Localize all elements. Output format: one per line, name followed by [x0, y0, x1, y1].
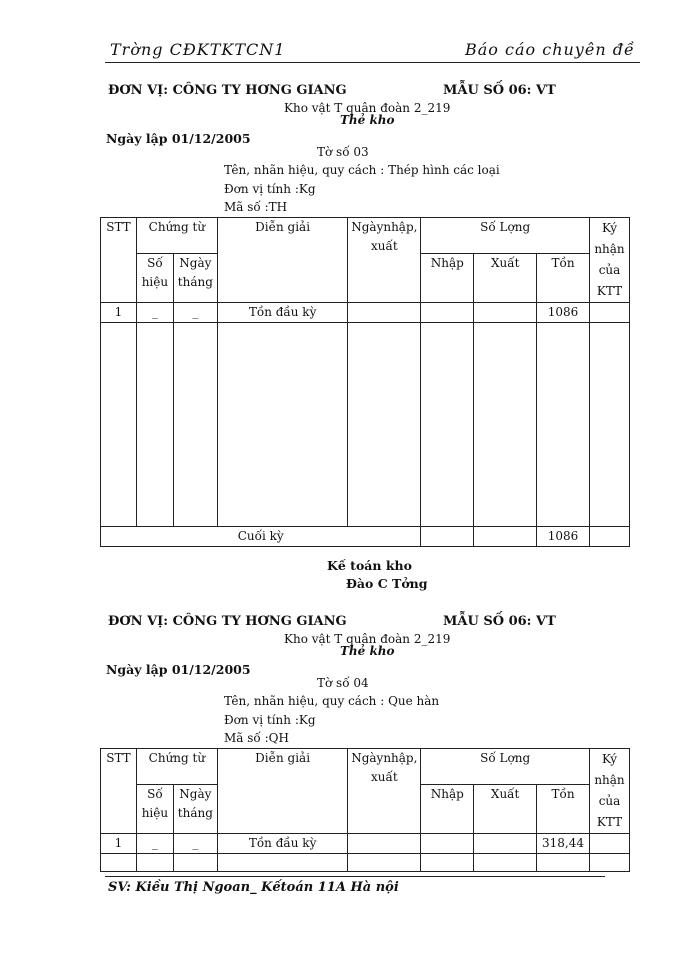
item-name: Tên, nhãn hiệu, quy cách : Que hàn: [224, 694, 440, 708]
stock-card-table: [100, 748, 630, 872]
row-voucher-date: _: [173, 834, 217, 854]
col-voucher-date-line1: Ngày: [179, 786, 212, 801]
col-signature: [589, 749, 629, 834]
col-voucher-date-line2: tháng: [177, 274, 213, 289]
row-voucher-date: _: [173, 303, 217, 323]
signature-role: Kế toán kho: [327, 558, 412, 573]
header-rule: [105, 62, 640, 63]
col-date-io-line1: Ngàynhập,: [351, 751, 418, 765]
col-signature-line3: của: [598, 794, 621, 808]
item-code: Mã số :TH: [224, 200, 288, 214]
card-title: Thẻ kho: [340, 644, 395, 658]
col-voucher-number: [136, 784, 173, 833]
col-signature-line3: của: [598, 263, 621, 277]
empty-row: [101, 854, 630, 872]
col-date-io-line2: xuất: [371, 239, 398, 253]
form-number: MẪU SỐ 06: VT: [443, 614, 556, 629]
col-signature-line2: nhận: [594, 773, 625, 787]
creation-date: Ngày lập 01/12/2005: [106, 131, 251, 146]
col-voucher: Chứng từ: [136, 749, 217, 785]
col-voucher-number: [136, 253, 173, 302]
col-stock: Tồn: [537, 784, 590, 833]
row-stt: 1: [101, 834, 137, 854]
item-name: Tên, nhãn hiệu, quy cách : Thép hình các loại: [224, 163, 500, 177]
col-signature-line4: KTT: [596, 815, 623, 829]
col-description: Diễn giải: [217, 218, 348, 303]
col-voucher: Chứng từ: [136, 218, 217, 254]
form-number: MẪU SỐ 06: VT: [443, 83, 556, 98]
row-voucher-number: _: [136, 303, 173, 323]
col-out: Xuất: [474, 784, 537, 833]
table-row: [101, 303, 630, 323]
table-row: [101, 834, 630, 854]
page-footer: SV: Kiều Thị Ngoan_ Kếtoán 11A Hà nội: [108, 880, 399, 895]
col-description: Diễn giải: [217, 749, 348, 834]
end-label: Cuối kỳ: [101, 527, 421, 547]
unit-name: ĐƠN VỊ: CÔNG TY HƠNG GIANG: [108, 614, 347, 629]
creation-date: Ngày lập 01/12/2005: [106, 662, 251, 677]
row-description: Tồn đầu kỳ: [217, 834, 348, 854]
col-signature-line2: nhận: [594, 242, 625, 256]
col-voucher-date: [173, 253, 217, 302]
footer-rule: [105, 876, 605, 877]
row-stt: 1: [101, 303, 137, 323]
col-signature-line4: KTT: [596, 284, 623, 298]
stock-card-table: [100, 217, 630, 547]
col-voucher-date-line2: tháng: [177, 805, 213, 820]
unit-of-measure: Đơn vị tính :Kg: [224, 713, 316, 727]
warehouse-name: Kho vật T quân đoàn 2_219: [284, 101, 451, 115]
total-row: [101, 527, 630, 547]
col-signature-line1: Ký: [602, 752, 617, 766]
row-stock: 1086: [537, 303, 590, 323]
col-date-io: [348, 218, 421, 303]
col-voucher-date: [173, 784, 217, 833]
col-stt: STT: [101, 749, 137, 834]
sheet-number: Tờ số 03: [317, 145, 369, 159]
empty-row: [101, 323, 630, 527]
col-quantity: Số Lợng: [421, 749, 590, 785]
col-voucher-number-line2: hiệu: [141, 805, 169, 820]
col-stt: STT: [101, 218, 137, 303]
item-code: Mã số :QH: [224, 731, 289, 745]
col-signature-line1: Ký: [602, 221, 617, 235]
col-in: Nhập: [421, 784, 474, 833]
sheet-number: Tờ số 04: [317, 676, 369, 690]
card-title: Thẻ kho: [340, 113, 395, 127]
unit-name: ĐƠN VỊ: CÔNG TY HƠNG GIANG: [108, 83, 347, 98]
col-voucher-date-line1: Ngày: [179, 255, 212, 270]
col-date-io: [348, 749, 421, 834]
col-signature: [589, 218, 629, 303]
page-header-right: Báo cáo chuyên đề: [465, 40, 635, 59]
col-date-io-line2: xuất: [370, 770, 398, 784]
col-in: Nhập: [421, 253, 474, 302]
row-stock: 318,44: [537, 834, 590, 854]
col-quantity: Số Lợng: [421, 218, 590, 254]
signature-name: Đào C Tởng: [346, 576, 428, 591]
page-header-left: Trờng CĐKTKTCN1: [110, 40, 286, 59]
col-voucher-number-line2: hiệu: [141, 274, 169, 289]
col-out: Xuất: [474, 253, 537, 302]
row-voucher-number: _: [136, 834, 173, 854]
col-voucher-number-line1: Số: [147, 786, 163, 801]
end-stock: 1086: [537, 527, 590, 547]
row-description: Tồn đầu kỳ: [217, 303, 348, 323]
col-stock: Tồn: [537, 253, 590, 302]
warehouse-name: Kho vật T quân đoàn 2_219: [284, 632, 451, 646]
col-date-io-line1: Ngàynhập,: [351, 220, 418, 234]
unit-of-measure: Đơn vị tính :Kg: [224, 182, 316, 196]
col-voucher-number-line1: Số: [147, 255, 163, 270]
